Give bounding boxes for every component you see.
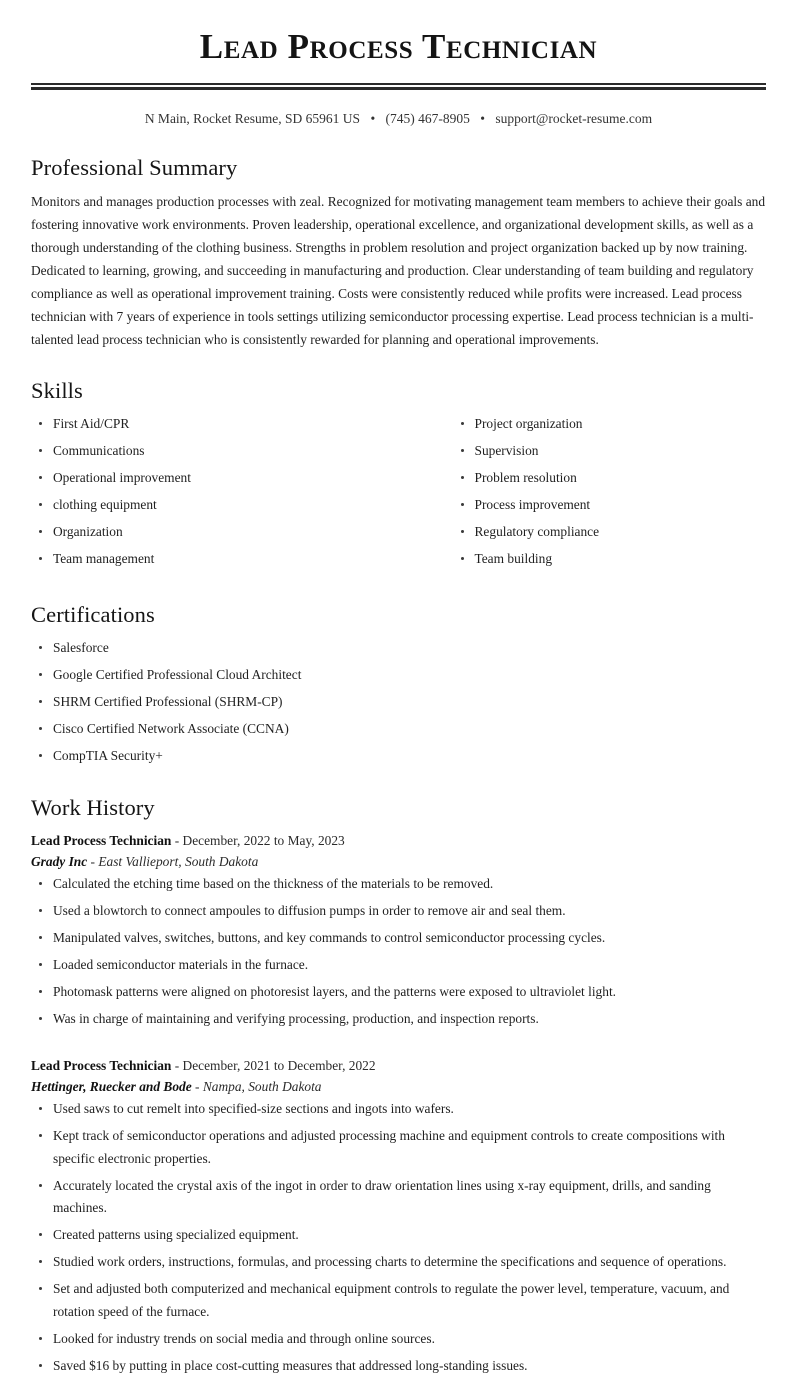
job-responsibility-item: Set and adjusted both computerized and mechanical equipment controls to regulate the power level, temperature, vacuum, and rotation speed of the furnace.	[31, 1278, 766, 1323]
job-company-separator: -	[87, 854, 99, 870]
certification-item: SHRM Certified Professional (SHRM-CP)	[31, 691, 766, 714]
certification-item: CompTIA Security+	[31, 745, 766, 768]
job-responsibility-item: Was in charge of maintaining and verifying processing, production, and inspection reports.	[31, 1008, 766, 1031]
skill-item: Regulatory compliance	[453, 521, 767, 544]
job-company-separator: -	[191, 1079, 203, 1095]
skill-item: First Aid/CPR	[31, 413, 399, 436]
resume-header	[31, 22, 766, 128]
job-responsibility-item: Used saws to cut remelt into specified-size sections and ingots into wafers.	[31, 1098, 766, 1121]
skills-list-right	[453, 413, 767, 571]
section-title-skills: Skills	[31, 377, 83, 403]
skill-item: Team management	[31, 548, 399, 571]
section-professional-summary	[31, 154, 766, 351]
contact-separator-1: •	[370, 111, 376, 127]
certification-item: Cisco Certified Network Associate (CCNA)	[31, 718, 766, 741]
skills-columns	[31, 413, 766, 575]
professional-summary-text: Monitors and manages production processes with zeal. Recognized for motivating management team members to achieve their goals and fostering innovative work environments. Proven leadership, operational excellence, and organizational development skills, as well as a thorough understanding of the clothing business. Strengths in problem resolution and project organization backed up by now training. Dedicated to learning, growing, and succeeding in manufacturing and production. Clear understanding of team building and regulatory compliance as well as operational improvement training. Costs were consistently reduced while profits were increased. Lead process technician with 7 years of experience in tools settings utilizing semiconductor processing expertise. Lead process technician is a multi-talented lead process technician who is consistently rewarded for planning and operational improvements.	[31, 193, 766, 347]
contact-info	[31, 110, 766, 128]
skills-column-left	[31, 413, 399, 575]
skill-item: Organization	[31, 521, 399, 544]
certification-item: Google Certified Professional Cloud Architect	[31, 664, 766, 687]
job-location: East Vallieport, South Dakota	[98, 854, 259, 870]
skill-item: Operational improvement	[31, 467, 399, 490]
job-company: Hettinger, Ruecker and Bode	[31, 1079, 192, 1095]
job-company: Grady Inc	[31, 854, 88, 870]
contact-email: support@rocket-resume.com	[495, 111, 653, 127]
job-title: Lead Process Technician	[31, 832, 172, 848]
work-history-list	[31, 830, 766, 1378]
skill-item: Communications	[31, 440, 399, 463]
job-title: Lead Process Technician	[31, 1057, 172, 1073]
job-responsibility-item: Studied work orders, instructions, formulas, and processing charts to determine the specifications and sequence of operations.	[31, 1251, 766, 1274]
job-title-separator: -	[171, 1057, 183, 1073]
job-dates: December, 2022 to May, 2023	[182, 832, 345, 848]
section-work-history	[31, 794, 766, 1378]
skill-item: Problem resolution	[453, 467, 767, 490]
job-responsibility-item: Looked for industry trends on social media and through online sources.	[31, 1328, 766, 1351]
job-responsibility-item: Calculated the etching time based on the thickness of the materials to be removed.	[31, 873, 766, 896]
job-responsibility-item: Photomask patterns were aligned on photoresist layers, and the patterns were exposed to ultraviolet light.	[31, 981, 766, 1004]
job-title-line	[31, 1055, 766, 1077]
section-title-certifications: Certifications	[31, 602, 155, 628]
skill-item: clothing equipment	[31, 494, 399, 517]
job-responsibility-item: Manipulated valves, switches, buttons, and key commands to control semiconductor processing cycles.	[31, 927, 766, 950]
job-responsibility-item: Created patterns using specialized equipment.	[31, 1224, 766, 1247]
job-responsibilities-list	[31, 873, 766, 1031]
certification-item: Salesforce	[31, 637, 766, 660]
work-history-entry	[31, 1055, 766, 1378]
skill-item: Process improvement	[453, 494, 767, 517]
contact-separator-2: •	[480, 111, 486, 127]
skill-item: Project organization	[453, 413, 767, 436]
job-responsibility-item: Accurately located the crystal axis of the ingot in order to draw orientation lines using x-ray equipment, drills, and sanding machines.	[31, 1175, 766, 1220]
job-title-separator: -	[171, 832, 183, 848]
skills-list-left	[31, 413, 399, 571]
certifications-list	[31, 637, 766, 768]
section-title-work-history: Work History	[31, 794, 155, 820]
contact-phone: (745) 467-8905	[385, 111, 470, 127]
skills-column-right	[399, 413, 767, 575]
header-divider	[31, 83, 766, 90]
job-title-line	[31, 830, 766, 852]
section-title-professional-summary: Professional Summary	[31, 154, 238, 180]
job-responsibility-item: Kept track of semiconductor operations and adjusted processing machine and equipment controls to create compositions with specific electronic properties.	[31, 1125, 766, 1170]
section-skills	[31, 377, 766, 575]
job-dates: December, 2021 to December, 2022	[182, 1057, 376, 1073]
divider-line-bottom	[31, 87, 766, 90]
job-responsibilities-list	[31, 1098, 766, 1377]
skill-item: Team building	[453, 548, 767, 571]
page-title: Lead Process Technician	[199, 27, 598, 66]
work-history-entry	[31, 830, 766, 1031]
contact-address: N Main, Rocket Resume, SD 65961 US	[144, 111, 361, 127]
job-responsibility-item: Used a blowtorch to connect ampoules to diffusion pumps in order to remove air and seal them.	[31, 900, 766, 923]
job-company-line	[31, 851, 766, 873]
section-certifications	[31, 601, 766, 768]
job-responsibility-item: Saved $16 by putting in place cost-cutting measures that addressed long-standing issues.	[31, 1355, 766, 1378]
job-location: Nampa, South Dakota	[202, 1079, 322, 1095]
job-company-line	[31, 1076, 766, 1098]
skill-item: Supervision	[453, 440, 767, 463]
job-responsibility-item: Loaded semiconductor materials in the furnace.	[31, 954, 766, 977]
